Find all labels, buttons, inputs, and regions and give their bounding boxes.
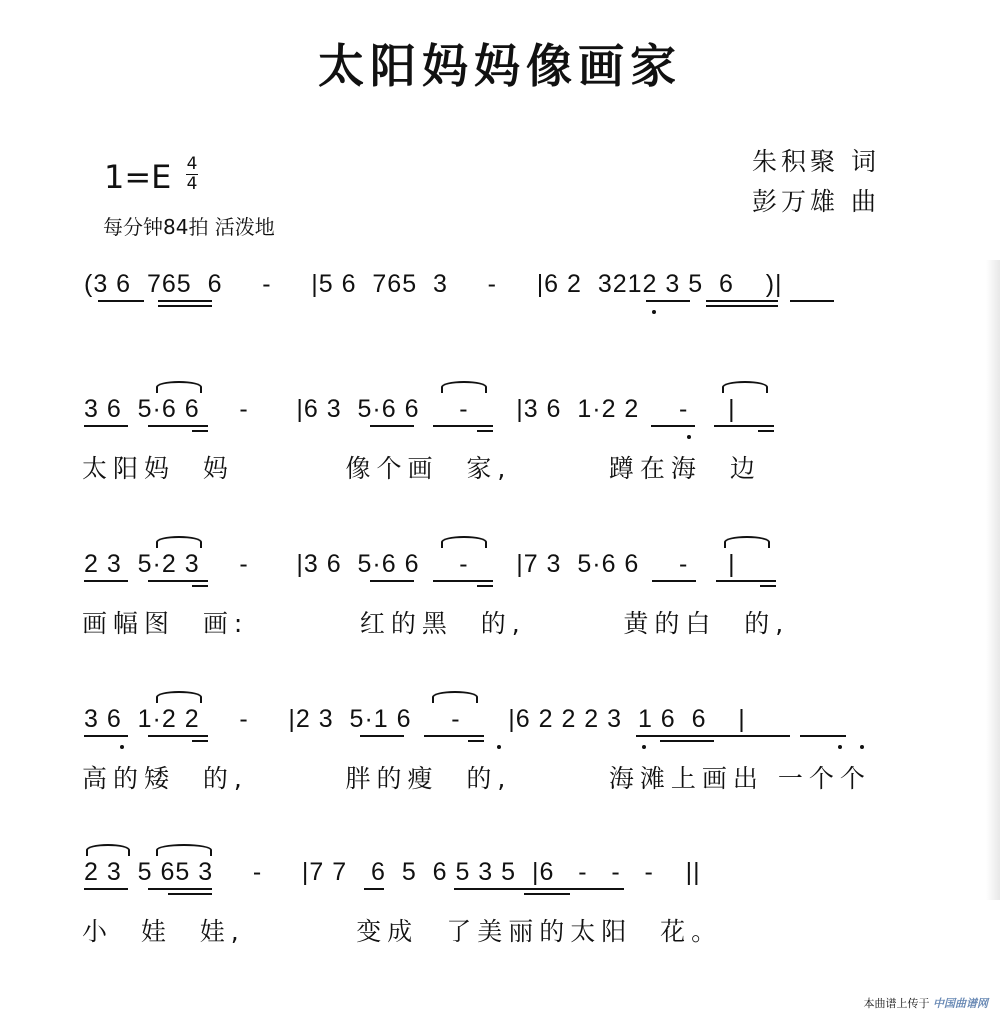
tie-arc — [156, 691, 202, 703]
underline — [477, 430, 493, 432]
page-edge-shadow — [986, 260, 1000, 900]
score-row-1 — [0, 395, 1000, 485]
low-octave-dot — [497, 745, 501, 749]
underline — [646, 300, 690, 302]
tie-arc — [441, 536, 487, 548]
underline — [758, 430, 774, 432]
low-octave-dot — [860, 745, 864, 749]
underline — [192, 585, 208, 587]
lyrics-row: 小 娃 娃, 变成 了美丽的太阳 花。 — [82, 917, 723, 946]
underline — [168, 893, 212, 895]
underline — [790, 300, 834, 302]
underline — [148, 580, 208, 582]
underline — [651, 425, 695, 427]
underline — [706, 305, 778, 307]
underline — [652, 580, 696, 582]
lyricist-credit: 朱积聚 词 — [752, 147, 880, 176]
notes-row: (3 6 765 6 - |5 6 765 3 - |6 2 3212 3 5 6 )| — [84, 270, 783, 298]
lyrics-row: 太阳妈 妈 像个画 家, 蹲在海 边 — [82, 454, 761, 483]
underline — [98, 300, 144, 302]
footer-text: 本曲谱上传于 — [863, 997, 930, 1010]
underline — [800, 735, 846, 737]
tempo-marking: 每分钟84拍 活泼地 — [103, 215, 275, 239]
underline — [148, 425, 208, 427]
lyrics-row: 画幅图 画: 红的黑 的, 黄的白 的, — [82, 609, 790, 638]
footer-brand[interactable]: 中国曲谱网 — [933, 997, 988, 1010]
score-row-2 — [0, 550, 1000, 640]
underline — [433, 580, 493, 582]
underline — [148, 888, 212, 890]
underline — [706, 300, 778, 302]
notes-row: 3 6 5·6 6 - |6 3 5·6 6 - |3 6 1·2 2 - | — [84, 395, 736, 423]
composer-credit: 彭万雄 曲 — [752, 187, 880, 216]
lyrics-row: 高的矮 的, 胖的瘦 的, 海滩上画出 一个个 — [82, 764, 871, 793]
underline — [84, 580, 128, 582]
tie-arc — [724, 536, 770, 548]
underline — [477, 585, 493, 587]
score-row-3 — [0, 705, 1000, 795]
tie-arc — [432, 691, 478, 703]
underline — [714, 425, 774, 427]
underline — [760, 585, 776, 587]
time-signature — [186, 155, 198, 194]
score-row-intro — [0, 270, 1000, 320]
underline — [636, 735, 790, 737]
low-octave-dot — [120, 745, 124, 749]
underline — [364, 888, 384, 890]
underline — [660, 740, 714, 742]
key-signature: 1=E — [104, 158, 172, 196]
underline — [148, 735, 208, 737]
tie-arc — [156, 844, 212, 856]
underline — [716, 580, 776, 582]
tie-arc — [156, 536, 202, 548]
tie-arc — [156, 381, 202, 393]
underline — [370, 425, 414, 427]
underline — [84, 425, 128, 427]
underline — [192, 430, 208, 432]
notes-row: 2 3 5·2 3 - |3 6 5·6 6 - |7 3 5·6 6 - | — [84, 550, 736, 578]
underline — [360, 735, 404, 737]
low-octave-dot — [687, 435, 691, 439]
underline — [84, 735, 128, 737]
footer-credit — [864, 995, 989, 1011]
underline — [468, 740, 484, 742]
underline — [192, 740, 208, 742]
underline — [524, 893, 570, 895]
underline — [424, 735, 484, 737]
tie-arc — [722, 381, 768, 393]
low-octave-dot — [642, 745, 646, 749]
underline — [433, 425, 493, 427]
low-octave-dot — [838, 745, 842, 749]
underline — [370, 580, 414, 582]
page-title: 太阳妈妈像画家 — [318, 39, 682, 93]
notes-row: 2 3 5 65 3 - |7 7 6 5 6 5 3 5 |6 - - - || — [84, 858, 701, 886]
underline — [158, 300, 212, 302]
tie-arc — [86, 844, 130, 856]
underline — [454, 888, 624, 890]
underline — [84, 888, 128, 890]
score-row-4 — [0, 858, 1000, 948]
meter-top: 4 — [186, 154, 198, 174]
low-octave-dot — [652, 310, 656, 314]
underline — [158, 305, 212, 307]
notes-row: 3 6 1·2 2 - |2 3 5·1 6 - |6 2 2 2 3 1 6 6 | — [84, 705, 746, 733]
tie-arc — [441, 381, 487, 393]
meter-bottom: 4 — [186, 174, 198, 194]
